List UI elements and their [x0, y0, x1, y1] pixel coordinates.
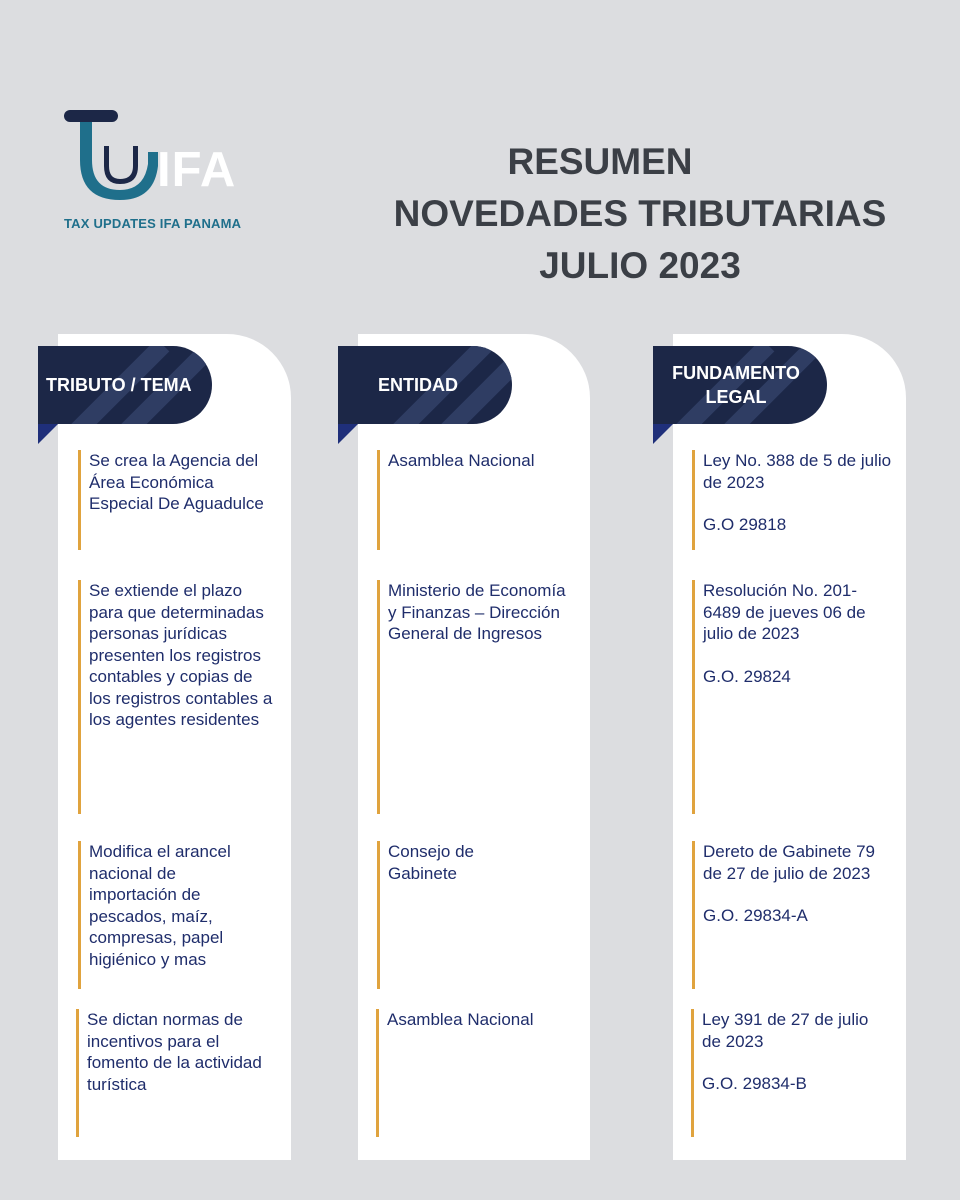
row-1-fundamento [692, 450, 892, 550]
row-4-entidad [376, 1009, 576, 1137]
row-4-gaceta-text: G.O. 29834-B [702, 1074, 807, 1093]
header-fold-2 [338, 424, 358, 444]
row-1-entidad-text: Asamblea Nacional [388, 451, 535, 470]
row-1-entidad [377, 450, 577, 550]
header-fold-1 [38, 424, 58, 444]
row-4-fundamento [691, 1009, 871, 1137]
logo-tagline: TAX UPDATES IFA PANAMA [64, 216, 242, 231]
logo-ifa-text: IFA [157, 143, 237, 197]
row-3-fundamento-text: Dereto de Gabinete 79 de 27 de julio de 2023 [703, 842, 876, 883]
row-2-fundamento [692, 580, 892, 814]
header-tributo-tema [38, 346, 212, 424]
row-4-tema-text: Se dictan normas de incentivos para el fomento de la actividad turística [87, 1010, 262, 1094]
row-3-tema [78, 841, 268, 989]
row-3-entidad [377, 841, 517, 989]
row-3-tema-text: Modifica el arancel nacional de importación de pescados, maíz, compresas, papel higiénico y mas [89, 842, 231, 969]
header-entidad [338, 346, 512, 424]
row-1-gaceta-text: G.O 29818 [703, 515, 787, 534]
header-fundamento-legal-label [653, 361, 823, 409]
row-2-tema-text: Se extiende el plazo para que determinadas personas jurídicas presenten los registros contables y copias de los registros contables a los agentes residentes [89, 581, 273, 729]
row-2-gaceta-text: G.O. 29824 [703, 666, 791, 686]
row-2-entidad [377, 580, 577, 814]
row-1-tema-text: Se crea la Agencia del Área Económica Especial De Aguadulce [89, 451, 264, 513]
header-fundamento-line-2: LEGAL [705, 387, 767, 407]
row-2-fundamento-text: Resolución No. 201-6489 de jueves 06 de julio de 2023 [703, 581, 866, 643]
header-tributo-tema-label: TRIBUTO / TEMA [46, 375, 192, 395]
row-4-fundamento-text: Ley 391 de 27 de julio de 2023 [702, 1010, 869, 1051]
row-3-gaceta-text: G.O. 29834-A [703, 906, 808, 925]
row-2-entidad-text: Ministerio de Economía y Finanzas – Dirección General de Ingresos [388, 581, 566, 643]
header-fold-3 [653, 424, 673, 444]
row-3-entidad-text: Consejo de Gabinete [388, 842, 475, 883]
row-2-tema [78, 580, 274, 814]
title-line-1: RESUMEN [507, 141, 693, 182]
row-1-tema [78, 450, 268, 550]
header-fundamento-line-1: FUNDAMENTO [672, 363, 800, 383]
page-title [340, 136, 940, 292]
header-fundamento-legal [653, 346, 827, 424]
row-1-fundamento-text: Ley No. 388 de 5 de julio de 2023 [703, 451, 892, 492]
row-3-fundamento [692, 841, 892, 989]
row-4-tema [76, 1009, 276, 1137]
title-line-2: NOVEDADES TRIBUTARIAS [393, 193, 887, 234]
row-4-entidad-text: Asamblea Nacional [387, 1010, 534, 1029]
header-entidad-label: ENTIDAD [378, 375, 458, 395]
title-line-3: JULIO 2023 [539, 245, 741, 286]
